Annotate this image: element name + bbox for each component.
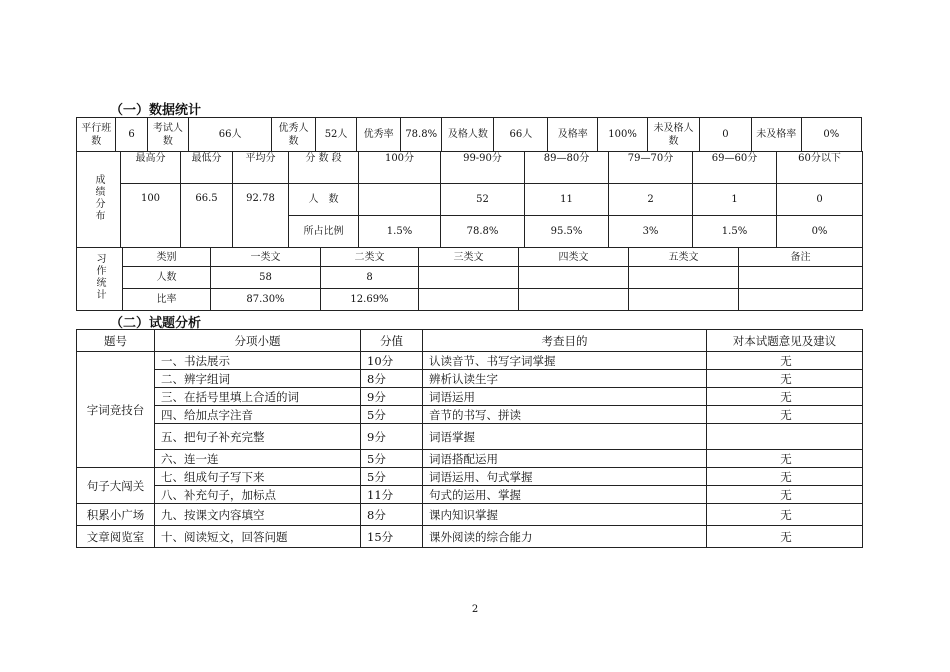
people-count [359, 184, 441, 216]
item-advice: 无 [707, 526, 863, 548]
distribution-side-label: 成绩分布 [77, 152, 121, 248]
fail-count: 0 [699, 118, 751, 152]
avg-score: 92.78 [233, 184, 289, 248]
segment: 60分以下 [777, 152, 863, 184]
item-advice: 无 [707, 388, 863, 406]
essay-header: 四类文 [519, 248, 629, 267]
fail-count-label: 未及格人数 [648, 118, 700, 152]
segment: 69—60分 [693, 152, 777, 184]
essay-cell: 58 [211, 267, 321, 289]
item-purpose: 词语运用 [423, 388, 707, 406]
section-title-stats: （一）数据统计 [110, 103, 202, 118]
analysis-header: 考查目的 [423, 330, 707, 352]
essay-cell [419, 289, 519, 311]
people-label: 人 数 [289, 184, 359, 216]
excellent-rate: 78.8% [400, 118, 442, 152]
pass-count-label: 及格人数 [442, 118, 494, 152]
exam-count-label: 考试人数 [147, 118, 189, 152]
item-purpose: 音节的书写、拼读 [423, 406, 707, 424]
ratio: 95.5% [525, 216, 609, 248]
item-name: 十、阅读短文，回答问题 [155, 526, 361, 548]
item-name: 六、连一连 [155, 450, 361, 468]
table-row [77, 468, 863, 486]
excellent-rate-label: 优秀率 [357, 118, 401, 152]
people-count: 11 [525, 184, 609, 216]
item-advice: 无 [707, 370, 863, 388]
item-score: 15分 [361, 526, 423, 548]
group-name: 文章阅览室 [77, 526, 155, 548]
essay-cell [629, 267, 739, 289]
class-count-label: 平行班数 [77, 118, 116, 152]
people-count: 0 [777, 184, 863, 216]
essay-cell: 87.30% [211, 289, 321, 311]
table-row [77, 352, 863, 370]
item-advice: 无 [707, 486, 863, 504]
ratio: 0% [777, 216, 863, 248]
ratio-label: 所占比例 [289, 216, 359, 248]
pass-count: 66人 [494, 118, 548, 152]
stats-table [76, 117, 862, 152]
segment: 79—70分 [609, 152, 693, 184]
item-score: 5分 [361, 450, 423, 468]
max-score-header: 最高分 [121, 152, 181, 184]
item-score: 8分 [361, 504, 423, 526]
analysis-header: 对本试题意见及建议 [707, 330, 863, 352]
pass-rate: 100% [598, 118, 648, 152]
analysis-header: 分值 [361, 330, 423, 352]
item-advice [707, 424, 863, 450]
fail-rate: 0% [801, 118, 861, 152]
avg-score-header: 平均分 [233, 152, 289, 184]
min-score: 66.5 [181, 184, 233, 248]
item-purpose: 课内知识掌握 [423, 504, 707, 526]
ratio: 1.5% [359, 216, 441, 248]
essay-header: 备注 [739, 248, 863, 267]
essay-cell [739, 289, 863, 311]
essay-header: 三类文 [419, 248, 519, 267]
pass-rate-label: 及格率 [548, 118, 598, 152]
essay-cell [419, 267, 519, 289]
table-row [77, 450, 863, 468]
min-score-header: 最低分 [181, 152, 233, 184]
table-row [77, 388, 863, 406]
item-advice: 无 [707, 504, 863, 526]
analysis-header: 分项小题 [155, 330, 361, 352]
item-purpose: 辨析认读生字 [423, 370, 707, 388]
essay-cell: 12.69% [321, 289, 419, 311]
table-row [77, 406, 863, 424]
fail-rate-label: 未及格率 [751, 118, 801, 152]
ratio: 3% [609, 216, 693, 248]
item-advice: 无 [707, 468, 863, 486]
people-count: 2 [609, 184, 693, 216]
class-count: 6 [116, 118, 147, 152]
table-row [77, 526, 863, 548]
essay-cell [519, 267, 629, 289]
item-purpose: 认读音节、书写字词掌握 [423, 352, 707, 370]
analysis-header: 题号 [77, 330, 155, 352]
item-score: 10分 [361, 352, 423, 370]
segment: 89—80分 [525, 152, 609, 184]
item-purpose: 句式的运用、掌握 [423, 486, 707, 504]
analysis-table [76, 329, 863, 548]
item-purpose: 词语掌握 [423, 424, 707, 450]
essay-table [76, 247, 863, 311]
item-advice: 无 [707, 450, 863, 468]
essay-cell: 8 [321, 267, 419, 289]
page-number: 2 [471, 604, 479, 615]
essay-cell: 比率 [123, 289, 211, 311]
excellent-count-label: 优秀人数 [272, 118, 316, 152]
item-name: 九、按课文内容填空 [155, 504, 361, 526]
segment-label: 分 数 段 [289, 152, 359, 184]
ratio: 78.8% [441, 216, 525, 248]
table-row [77, 370, 863, 388]
group-name: 积累小广场 [77, 504, 155, 526]
people-count: 1 [693, 184, 777, 216]
essay-header: 一类文 [211, 248, 321, 267]
ratio: 1.5% [693, 216, 777, 248]
item-score: 9分 [361, 388, 423, 406]
item-advice: 无 [707, 406, 863, 424]
table-row [77, 486, 863, 504]
segment: 100分 [359, 152, 441, 184]
excellent-count: 52人 [315, 118, 357, 152]
item-score: 5分 [361, 406, 423, 424]
group-name: 字词竞技台 [77, 352, 155, 468]
item-purpose: 词语运用、句式掌握 [423, 468, 707, 486]
essay-cell [739, 267, 863, 289]
item-name: 八、补充句子，加标点 [155, 486, 361, 504]
item-name: 五、把句子补充完整 [155, 424, 361, 450]
section-title-analysis: （二）试题分析 [110, 316, 202, 331]
table-row [77, 504, 863, 526]
essay-cell [519, 289, 629, 311]
essay-side-label: 习作统计 [77, 248, 123, 311]
item-score: 9分 [361, 424, 423, 450]
item-name: 七、组成句子写下来 [155, 468, 361, 486]
group-name: 句子大闯关 [77, 468, 155, 504]
item-score: 11分 [361, 486, 423, 504]
item-score: 8分 [361, 370, 423, 388]
item-advice: 无 [707, 352, 863, 370]
item-name: 一、书法展示 [155, 352, 361, 370]
essay-cell: 人数 [123, 267, 211, 289]
item-purpose: 课外阅读的综合能力 [423, 526, 707, 548]
item-purpose: 词语搭配运用 [423, 450, 707, 468]
essay-header: 五类文 [629, 248, 739, 267]
item-score: 5分 [361, 468, 423, 486]
max-score: 100 [121, 184, 181, 248]
segment: 99-90分 [441, 152, 525, 184]
exam-count: 66人 [189, 118, 272, 152]
people-count: 52 [441, 184, 525, 216]
item-name: 四、给加点字注音 [155, 406, 361, 424]
essay-header: 二类文 [321, 248, 419, 267]
essay-header: 类别 [123, 248, 211, 267]
item-name: 三、在括号里填上合适的词 [155, 388, 361, 406]
essay-cell [629, 289, 739, 311]
table-row [77, 424, 863, 450]
distribution-table [76, 151, 863, 248]
item-name: 二、辨字组词 [155, 370, 361, 388]
